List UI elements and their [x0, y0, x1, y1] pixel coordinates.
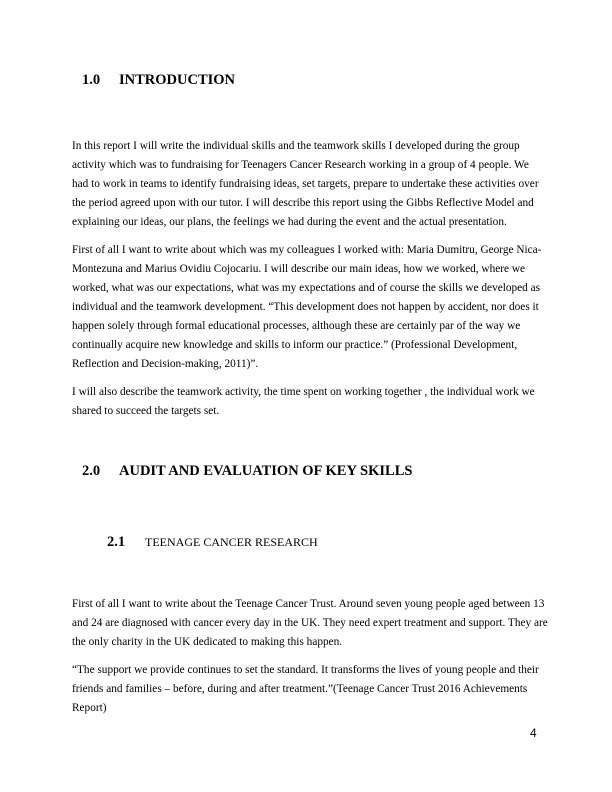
subsection-title: TEENAGE CANCER RESEARCH	[145, 535, 318, 549]
section-number: 1.0	[82, 72, 101, 88]
text-line: explaining our ideas, our plans, the feelings we had during the event and the actual presentation.	[72, 216, 507, 228]
text-line: Reflection and Decision-making, 2011)”.	[72, 358, 259, 370]
text-line: the period agreed upon with our tutor. I will describe this report using the Gibbs Reflective Model and	[72, 197, 534, 209]
text-line: happen solely through formal educational processes, although these are certainly par of the way we	[72, 320, 521, 332]
text-line: Report)	[72, 702, 107, 714]
paragraph-intro-1	[72, 137, 542, 232]
text-line: First of all I want to write about which was my colleagues I worked with: Maria Dumitru, George Nica-	[72, 244, 542, 256]
heading-introduction	[82, 72, 235, 89]
text-line: the only charity in the UK dedicated to making this happen.	[72, 636, 343, 648]
text-line: “The support we provide continues to set the standard. It transforms the lives of young people and their	[72, 664, 539, 676]
heading-teenage-cancer-research	[107, 533, 318, 551]
text-line: I will also describe the teamwork activity, the time spent on working together , the individual work we	[72, 386, 535, 398]
text-line: In this report I will write the individual skills and the teamwork skills I developed during the group	[72, 140, 520, 152]
heading-audit	[82, 463, 412, 480]
text-line: First of all I want to write about the Teenage Cancer Trust. Around seven young people aged between 13	[72, 598, 545, 610]
text-line: continually acquire new knowledge and skills to inform our practice.” (Professional Development,	[72, 339, 518, 351]
paragraph-tcr-1	[72, 595, 548, 652]
section-title: INTRODUCTION	[119, 72, 236, 88]
page-number: 4	[530, 726, 537, 740]
text-line: Montezuna and Marius Ovidiu Cojocariu. I will describe our main ideas, how we worked, where we	[72, 263, 526, 275]
paragraph-tcr-quote	[72, 661, 542, 718]
paragraph-intro-3	[72, 383, 542, 421]
section-number: 2.0	[82, 463, 101, 479]
text-line: worked, what was our expectations, what was my expectations and of course the skills we developed as	[72, 282, 541, 294]
text-line: shared to succeed the targets set.	[72, 405, 220, 417]
text-line: had to work in teams to identify fundraising ideas, set targets, prepare to undertake these activities over	[72, 178, 539, 190]
text-line: individual and the teamwork development. “This development does not happen by accident, nor does it	[72, 301, 539, 313]
paragraph-intro-2	[72, 241, 542, 374]
text-line: and 24 are diagnosed with cancer every day in the UK. They need expert treatment and support. They are	[72, 617, 548, 629]
subsection-number: 2.1	[107, 534, 126, 550]
text-line: friends and families – before, during and after treatment.”(Teenage Cancer Trust 2016 Achievements	[72, 683, 528, 695]
text-line: activity which was to fundraising for Teenagers Cancer Research working in a group of 4 people. We	[72, 159, 529, 171]
section-title: AUDIT AND EVALUATION OF KEY SKILLS	[119, 463, 413, 479]
